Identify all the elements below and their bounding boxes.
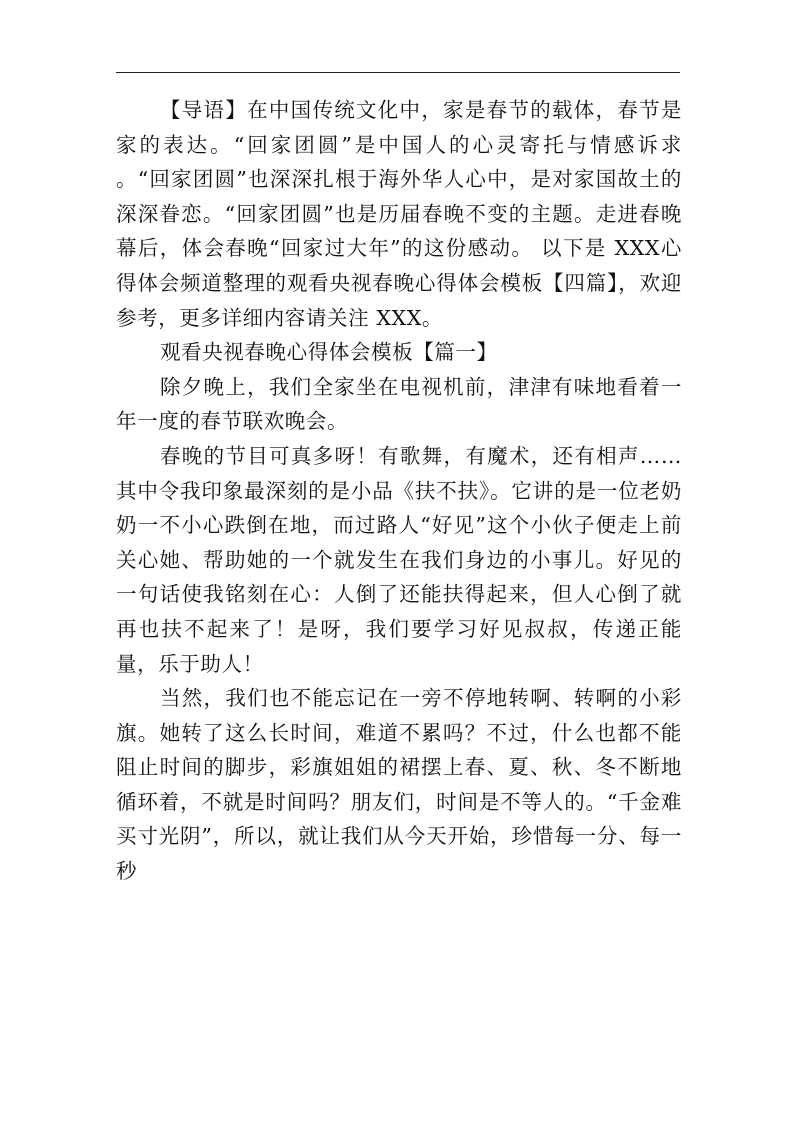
header-rule [116,72,680,73]
body-paragraph: 除夕晚上，我们全家坐在电视机前，津津有味地看着一年一度的春节联欢晚会。 [116,374,682,434]
section-heading: 观看央视春晚心得体会模板【篇一】 [160,340,498,365]
document-body [116,93,682,889]
body-paragraph: 春晚的节目可真多呀！有歌舞，有魔术，还有相声……其中令我印象最深刻的是小品《扶不扶》。它讲的是一位老奶奶一不小心跌倒在地，而过路人“好见”这个小伙子便走上前关心她、帮助她的一个就发生在我们身边的小事儿。好见的一句话使我铭刻在心：人倒了还能扶得起来，但人心倒了就再也扶不起来了！是呀，我们要学习好见叔叔，传递正能量，乐于助人！ [116,443,682,676]
intro-paragraph: 【导语】在中国传统文化中，家是春节的载体，春节是家的表达。“回家团圆”是中国人的心灵寄托与情感诉求 。“回家团圆”也深深扎根于海外华人心中，是对家国故土的深深眷恋。“回家团圆”也是历届春晚不变的主题。走进春晚幕后，体会春晚“回家过大年”的这份感动。 以下是 XXX心得体会频道整理的观看央视春晚心得体会模板【四篇】，欢迎参考，更多详细内容请关注 XXX。 [116,98,682,330]
body-paragraph: 当然，我们也不能忘记在一旁不停地转啊、转啊的小彩旗。她转了这么长时间，难道不累吗？不过，什么也都不能阻止时间的脚步，彩旗姐姐的裙摆上春、夏、秋、冬不断地循环着，不就是时间吗？朋友们，时间是不等人的。“千金难买寸光阴”，所以，就让我们从今天开始，珍惜每一分、每一秒 [116,686,682,884]
